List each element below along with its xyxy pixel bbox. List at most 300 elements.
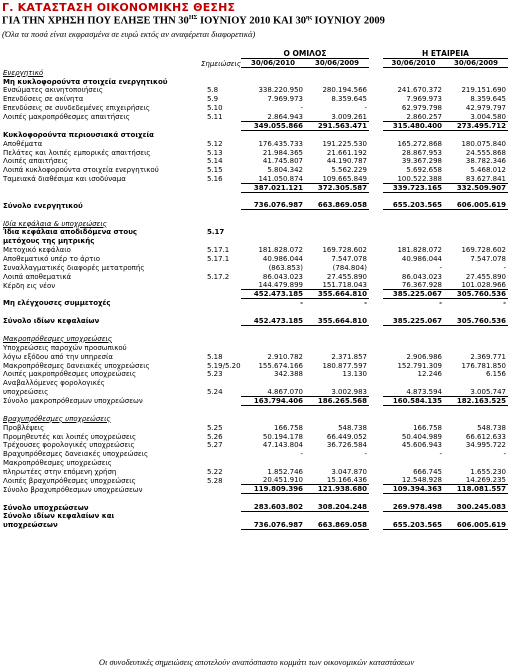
value-company-2009: 8.359.645 bbox=[470, 95, 507, 104]
value-company-2010: - bbox=[439, 450, 443, 459]
row-note-ref: 5.27 bbox=[207, 441, 223, 450]
value-group-2010: 50.194.178 bbox=[262, 432, 303, 441]
row-label: Βραχυπρόθεσμες υποχρεώσεις bbox=[3, 414, 111, 423]
row-note-ref bbox=[199, 77, 241, 86]
table-row bbox=[3, 423, 508, 432]
spacer-row bbox=[3, 325, 508, 334]
col-header-company-2010: 30/06/2010 bbox=[383, 59, 444, 68]
row-note-ref bbox=[199, 414, 241, 423]
row-note-ref bbox=[199, 343, 241, 352]
value-company-2010: 100.522.388 bbox=[397, 174, 443, 183]
row-label bbox=[3, 290, 199, 299]
value-company-2010: 12.548.928 bbox=[401, 476, 443, 485]
value-company-2010: 666.745 bbox=[413, 467, 443, 476]
value-company-2009 bbox=[444, 458, 508, 467]
row-label: Αποθεματικό υπέρ το άρτιο bbox=[3, 255, 100, 264]
value-group-2010: 21.984.365 bbox=[262, 148, 303, 157]
value-company-2010: 12.246 bbox=[417, 370, 443, 379]
value-company-2010 bbox=[383, 378, 444, 387]
row-note-ref: 5.11 bbox=[207, 113, 223, 122]
value-group-2010: 141.050.874 bbox=[258, 174, 303, 183]
table-row bbox=[3, 272, 508, 281]
row-label: Υποχρεώσεις παροχών προσωπικού bbox=[3, 343, 127, 352]
row-note-ref bbox=[199, 68, 241, 77]
table-row bbox=[3, 165, 508, 174]
table-row bbox=[3, 378, 508, 387]
value-company-2010 bbox=[383, 334, 444, 343]
value-group-2010 bbox=[241, 228, 305, 237]
group-header-row bbox=[3, 50, 508, 59]
row-note-ref: 5.18 bbox=[207, 352, 223, 361]
value-group-2010: 342.388 bbox=[274, 370, 303, 379]
row-label: Μετοχικό κεφάλαιο bbox=[3, 246, 71, 255]
value-group-2009: 3.009.261 bbox=[331, 112, 368, 121]
row-note-ref bbox=[199, 263, 241, 272]
row-note-ref bbox=[199, 316, 241, 325]
value-company-2009: - bbox=[503, 263, 507, 272]
value-company-2009 bbox=[444, 228, 508, 237]
value-company-2010: 45.606.943 bbox=[401, 441, 443, 450]
value-company-2009 bbox=[444, 378, 508, 387]
row-note-ref: 5.8 bbox=[207, 86, 219, 95]
financial-position-table bbox=[3, 50, 508, 530]
value-group-2010: 181.828.072 bbox=[258, 246, 303, 255]
value-company-2009: 6.156 bbox=[485, 370, 507, 379]
table-row bbox=[3, 449, 508, 458]
table-row bbox=[3, 441, 508, 450]
value-company-2009 bbox=[444, 68, 508, 77]
value-company-2009: 42.979.797 bbox=[465, 104, 507, 113]
row-note-ref bbox=[199, 512, 241, 521]
value-group-2010 bbox=[241, 343, 305, 352]
value-company-2010 bbox=[383, 236, 444, 245]
value-group-2009: 169.728.602 bbox=[322, 246, 368, 255]
row-label: Μακροπρόθεσμες υποχρεώσεις bbox=[3, 459, 112, 468]
value-group-2010: - bbox=[300, 104, 303, 113]
value-group-2010: 2.910.782 bbox=[267, 352, 303, 361]
value-company-2009: - bbox=[503, 299, 507, 308]
value-company-2010: 152.791.309 bbox=[397, 361, 443, 370]
value-group-2009: 191.225.530 bbox=[322, 139, 368, 148]
value-group-2010: 144.479.899 bbox=[258, 281, 303, 290]
value-group-2009: 355.664.810 bbox=[305, 290, 369, 299]
table-row bbox=[3, 263, 508, 272]
value-group-2010: 4.867.070 bbox=[267, 387, 303, 396]
value-group-2009: 15.166.436 bbox=[326, 476, 368, 485]
value-company-2009 bbox=[444, 236, 508, 245]
value-company-2009 bbox=[444, 77, 508, 86]
value-group-2009: 44.190.787 bbox=[326, 157, 368, 166]
row-label: Μη ελέγχουσες συμμετοχές bbox=[3, 299, 111, 308]
value-company-2009: - bbox=[503, 450, 507, 459]
value-group-2010: 155.674.166 bbox=[258, 361, 303, 370]
row-label: Σύνολο μακροπρόθεσμων υποχρεώσεων bbox=[3, 397, 143, 406]
value-group-2010 bbox=[241, 458, 305, 467]
value-company-2010: 655.203.565 bbox=[383, 201, 444, 210]
value-group-2009: 291.563.471 bbox=[305, 121, 369, 130]
value-group-2010 bbox=[241, 378, 305, 387]
value-group-2010: 47.143.804 bbox=[262, 441, 303, 450]
table-row bbox=[3, 148, 508, 157]
row-note-ref: 5.16 bbox=[207, 175, 223, 184]
row-label: Σύνολο ιδίων κεφαλαίων bbox=[3, 317, 100, 326]
value-company-2010 bbox=[383, 458, 444, 467]
value-group-2010: 86.043.023 bbox=[262, 272, 303, 281]
row-label: Σύνολο υποχρεώσεων bbox=[3, 503, 89, 512]
value-group-2010 bbox=[241, 219, 305, 228]
table-row bbox=[3, 387, 508, 396]
value-group-2010: 452.473.185 bbox=[241, 316, 305, 325]
value-company-2010 bbox=[383, 228, 444, 237]
row-note-ref: 5.23 bbox=[207, 370, 223, 379]
table-row bbox=[3, 236, 508, 245]
row-label: Λοιπές μακροπρόθεσμες υποχρεώσεις bbox=[3, 370, 137, 379]
table-row bbox=[3, 86, 508, 95]
row-note-ref bbox=[199, 378, 241, 387]
value-company-2009: 548.738 bbox=[477, 423, 507, 432]
value-company-2009: 273.495.712 bbox=[444, 121, 508, 130]
row-label: Ίδια κεφάλαια αποδιδόμενα στους bbox=[3, 228, 138, 237]
row-label: λόγω εξόδου από την υπηρεσία bbox=[3, 352, 113, 361]
value-group-2010: 2.864.943 bbox=[267, 112, 303, 121]
value-company-2010: 109.394.363 bbox=[383, 485, 444, 494]
value-company-2009: 118.081.557 bbox=[444, 485, 508, 494]
value-company-2009 bbox=[444, 219, 508, 228]
value-company-2009: 5.468.012 bbox=[470, 166, 507, 175]
value-group-2010: 1.852.746 bbox=[267, 467, 303, 476]
row-label bbox=[3, 121, 199, 130]
table-row bbox=[3, 281, 508, 290]
row-note-ref bbox=[199, 121, 241, 130]
subtitle-sup-1: ΗΣ bbox=[188, 15, 198, 21]
row-label: Λοιπές βραχυπρόθεσμες υποχρεώσεις bbox=[3, 476, 136, 485]
value-company-2009: 169.728.602 bbox=[461, 246, 507, 255]
value-company-2009: 7.547.078 bbox=[470, 255, 507, 264]
row-label: Ενεργητικό bbox=[3, 68, 44, 77]
row-label: πληρωτέες στην επόμενη χρήση bbox=[3, 467, 117, 476]
row-note-ref: 5.26 bbox=[207, 432, 223, 441]
value-group-2010 bbox=[241, 236, 305, 245]
table-row bbox=[3, 174, 508, 183]
value-group-2010 bbox=[241, 334, 305, 343]
row-note-ref: 5.12 bbox=[207, 139, 223, 148]
value-company-2009 bbox=[444, 414, 508, 423]
row-note-ref bbox=[199, 201, 241, 210]
value-company-2009: 332.509.907 bbox=[444, 183, 508, 192]
value-group-2010: 387.021.121 bbox=[241, 183, 305, 192]
table-row bbox=[3, 219, 508, 228]
group-header-company: Η ΕΤΑΙΡΕΙΑ bbox=[383, 50, 508, 59]
value-group-2009 bbox=[305, 77, 369, 86]
row-note-ref bbox=[199, 458, 241, 467]
value-company-2010: 339.723.165 bbox=[383, 183, 444, 192]
spacer-row bbox=[3, 210, 508, 219]
value-company-2009: 176.781.850 bbox=[461, 361, 507, 370]
value-group-2009 bbox=[305, 414, 369, 423]
row-note-ref: 5.25 bbox=[207, 423, 223, 432]
row-note-ref: 5.22 bbox=[207, 467, 223, 476]
table-row bbox=[3, 343, 508, 352]
row-note-ref bbox=[199, 449, 241, 458]
value-group-2009: 151.718.043 bbox=[322, 281, 368, 290]
value-company-2010: 181.828.072 bbox=[397, 246, 443, 255]
value-group-2009: 3.002.983 bbox=[331, 387, 368, 396]
col-header-notes: Σημειώσεις bbox=[201, 59, 241, 68]
value-group-2009: 2.371.857 bbox=[331, 352, 368, 361]
row-label: μετόχους της μητρικής bbox=[3, 237, 95, 246]
table-row bbox=[3, 254, 508, 263]
value-company-2010: 5.692.658 bbox=[406, 166, 443, 175]
row-note-ref bbox=[199, 503, 241, 512]
row-label: Προμηθευτές και λοιπές υποχρεώσεις bbox=[3, 432, 137, 441]
value-company-2010 bbox=[383, 512, 444, 521]
value-group-2009: 121.938.680 bbox=[305, 485, 369, 494]
value-company-2009 bbox=[444, 130, 508, 139]
row-label: Κέρδη εις νέον bbox=[3, 281, 56, 290]
value-company-2009: 34.995.722 bbox=[465, 441, 507, 450]
value-company-2009: 180.075.840 bbox=[461, 139, 507, 148]
value-company-2009: 300.245.083 bbox=[444, 503, 508, 512]
value-group-2009: 180.877.597 bbox=[322, 361, 368, 370]
row-label: Λοιπά κυκλοφορούντα στοιχεία ενεργητικού bbox=[3, 166, 159, 175]
row-label: Μακροπρόθεσμες δανειακές υποχρεώσεις bbox=[3, 361, 150, 370]
value-company-2009: 83.627.841 bbox=[465, 174, 507, 183]
value-company-2010: 2.860.257 bbox=[406, 112, 443, 121]
value-company-2009: 1.655.230 bbox=[470, 467, 507, 476]
value-company-2009: 14.269.235 bbox=[465, 476, 507, 485]
row-label: Λοιπές απαιτήσεις bbox=[3, 157, 68, 166]
row-label: Προβλέψεις bbox=[3, 423, 45, 432]
value-group-2010 bbox=[241, 414, 305, 423]
value-company-2010 bbox=[383, 219, 444, 228]
row-note-ref: 5.19/5.20 bbox=[207, 361, 241, 370]
row-note-ref bbox=[199, 183, 241, 192]
value-company-2010: 385.225.067 bbox=[383, 316, 444, 325]
col-header-group-2009: 30/06/2009 bbox=[305, 59, 369, 68]
value-group-2009 bbox=[305, 512, 369, 521]
value-group-2010: 176.435.733 bbox=[258, 139, 303, 148]
page-title: Γ. ΚΑΤΑΣΤΑΣΗ ΟΙΚΟΝΟΜΙΚΗΣ ΘΕΣΗΣ bbox=[2, 1, 236, 14]
value-company-2010: 160.584.135 bbox=[383, 396, 444, 405]
value-company-2009: 24.555.868 bbox=[465, 148, 507, 157]
value-company-2009: 3.005.747 bbox=[470, 387, 507, 396]
row-label: Ταμειακά διαθέσιμα και ισοδύναμα bbox=[3, 175, 126, 184]
value-group-2009 bbox=[305, 228, 369, 237]
table-row bbox=[3, 503, 508, 512]
value-group-2009: 21.661.192 bbox=[326, 148, 368, 157]
currency-note: (Όλα τα ποσά είναι εκφρασμένα σε ευρώ εκτός αν αναφέρεται διαφορετικά) bbox=[2, 29, 256, 39]
value-company-2009: 182.163.525 bbox=[444, 396, 508, 405]
value-group-2009 bbox=[305, 458, 369, 467]
value-company-2010: - bbox=[439, 299, 443, 308]
value-group-2010 bbox=[241, 68, 305, 77]
row-label: Σύνολο βραχυπρόθεσμων υποχρεώσεων bbox=[3, 485, 143, 494]
row-note-ref bbox=[199, 520, 241, 529]
row-note-ref: 5.15 bbox=[207, 166, 223, 175]
table-row bbox=[3, 94, 508, 103]
row-label: Τρέχουσες φορολογικές υποχρεώσεις bbox=[3, 441, 135, 450]
value-company-2009: 219.151.690 bbox=[461, 86, 507, 95]
row-label: Επενδύσεις σε ακίνητα bbox=[3, 95, 84, 104]
row-label: υποχρεώσεις bbox=[3, 388, 49, 397]
value-group-2010: (863.853) bbox=[268, 263, 303, 272]
table-row bbox=[3, 432, 508, 441]
table-row bbox=[3, 476, 508, 485]
value-group-2010: 736.076.987 bbox=[241, 520, 305, 529]
value-group-2010: 736.076.987 bbox=[241, 201, 305, 210]
row-label: Αποθέματα bbox=[3, 139, 43, 148]
table-row bbox=[3, 103, 508, 112]
value-group-2010: 119.809.396 bbox=[241, 485, 305, 494]
table-row bbox=[3, 396, 508, 405]
value-group-2009 bbox=[305, 378, 369, 387]
value-group-2009: 372.305.587 bbox=[305, 183, 369, 192]
table-row bbox=[3, 157, 508, 166]
value-group-2009: 280.194.566 bbox=[322, 86, 368, 95]
value-group-2009: - bbox=[364, 104, 368, 113]
value-group-2009 bbox=[305, 219, 369, 228]
table-row bbox=[3, 485, 508, 494]
value-company-2010: 315.480.400 bbox=[383, 121, 444, 130]
col-header-group-2010: 30/06/2010 bbox=[241, 59, 305, 68]
table-row bbox=[3, 520, 508, 529]
value-group-2010 bbox=[241, 130, 305, 139]
row-label: Μη κυκλοφορούντα στοιχεία ενεργητικού bbox=[3, 77, 168, 86]
row-label: Συναλλαγματικές διαφορές μετατροπής bbox=[3, 263, 145, 272]
table-row bbox=[3, 334, 508, 343]
row-note-ref: 5.10 bbox=[207, 104, 223, 113]
table-row bbox=[3, 112, 508, 121]
row-note-ref: 5.17.2 bbox=[207, 272, 230, 281]
row-note-ref bbox=[199, 281, 241, 290]
value-group-2009: 66.449.052 bbox=[326, 432, 368, 441]
value-group-2009: 109.665.849 bbox=[322, 174, 368, 183]
period-subtitle bbox=[2, 15, 385, 27]
value-group-2010: 338.220.950 bbox=[258, 86, 303, 95]
value-company-2010 bbox=[383, 77, 444, 86]
row-note-ref: 5.17 bbox=[207, 228, 225, 237]
subtitle-text-1: ΓΙΑ ΤΗΝ ΧΡΗΣΗ ΠΟΥ ΕΛΗΞΕ ΤΗΝ 30 bbox=[2, 15, 189, 27]
table-row bbox=[3, 183, 508, 192]
row-note-ref: 5.24 bbox=[207, 388, 223, 397]
value-company-2009: 606.005.619 bbox=[444, 520, 508, 529]
value-group-2009: 36.726.584 bbox=[326, 441, 368, 450]
row-label: Αναβαλλόμενες φορολογικές bbox=[3, 379, 105, 388]
row-label: Σύνολο ιδίων κεφαλαίων και bbox=[3, 512, 115, 521]
value-company-2009: 606.005.619 bbox=[444, 201, 508, 210]
value-company-2009: 27.455.890 bbox=[465, 272, 507, 281]
row-note-ref bbox=[199, 236, 241, 245]
value-company-2009: 3.004.580 bbox=[470, 112, 507, 121]
row-note-ref bbox=[199, 299, 241, 308]
value-group-2010: 40.986.044 bbox=[262, 255, 303, 264]
subtitle-text-3: ΙΟΥΝΙΟΥ 2009 bbox=[311, 15, 385, 27]
value-group-2009 bbox=[305, 343, 369, 352]
row-label: Βραχυπρόθεσμες δανειακές υποχρεώσεις bbox=[3, 450, 149, 459]
value-group-2009 bbox=[305, 334, 369, 343]
value-group-2009: 548.738 bbox=[338, 423, 368, 432]
value-company-2009 bbox=[444, 512, 508, 521]
value-group-2010 bbox=[241, 77, 305, 86]
value-group-2009: 27.455.890 bbox=[326, 272, 368, 281]
value-company-2010: 269.978.498 bbox=[383, 503, 444, 512]
value-group-2010 bbox=[241, 512, 305, 521]
row-note-ref: 5.28 bbox=[207, 476, 223, 485]
value-company-2010: 4.873.594 bbox=[406, 387, 443, 396]
value-group-2009: 5.562.229 bbox=[331, 166, 368, 175]
value-company-2009 bbox=[444, 343, 508, 352]
value-group-2009: - bbox=[364, 299, 368, 308]
table-row bbox=[3, 290, 508, 299]
table-row bbox=[3, 228, 508, 237]
table-row bbox=[3, 201, 508, 210]
row-note-ref bbox=[199, 130, 241, 139]
group-header-group: Ο ΟΜΙΛΟΣ bbox=[241, 50, 369, 59]
value-group-2009 bbox=[305, 236, 369, 245]
value-group-2010: - bbox=[300, 299, 303, 308]
value-company-2009 bbox=[444, 334, 508, 343]
table-row bbox=[3, 467, 508, 476]
value-company-2010: 7.969.973 bbox=[406, 95, 443, 104]
row-label: Πελάτες και λοιπές εμπορικές απαιτήσεις bbox=[3, 148, 151, 157]
table-row bbox=[3, 414, 508, 423]
value-company-2010: 40.986.044 bbox=[401, 255, 443, 264]
value-group-2010: 20.451.910 bbox=[262, 476, 303, 485]
value-company-2010: 385.225.067 bbox=[383, 290, 444, 299]
spacer-row bbox=[3, 405, 508, 414]
row-label: Κυκλοφορούντα περιουσιακά στοιχεία bbox=[3, 130, 154, 139]
table-row bbox=[3, 512, 508, 521]
row-note-ref: 5.13 bbox=[207, 148, 223, 157]
value-company-2010: 655.203.565 bbox=[383, 520, 444, 529]
value-group-2009: 663.869.058 bbox=[305, 520, 369, 529]
value-group-2010: 349.055.866 bbox=[241, 121, 305, 130]
table-row bbox=[3, 352, 508, 361]
value-company-2010 bbox=[383, 414, 444, 423]
table-row bbox=[3, 458, 508, 467]
value-company-2009: 66.612.633 bbox=[465, 432, 507, 441]
value-group-2010: 7.969.973 bbox=[267, 95, 303, 104]
table-row bbox=[3, 121, 508, 130]
table-row bbox=[3, 68, 508, 77]
table-row bbox=[3, 370, 508, 379]
subtitle-sup-2: ης bbox=[305, 15, 312, 21]
row-label: Μακροπρόθεσμες υποχρεώσεις bbox=[3, 334, 112, 343]
row-note-ref bbox=[199, 334, 241, 343]
table-body bbox=[3, 68, 508, 529]
row-label bbox=[3, 183, 199, 192]
value-company-2009: 2.369.771 bbox=[470, 352, 507, 361]
row-label: Ιδία κεφάλαια & υποχρεώσεις bbox=[3, 219, 107, 228]
value-group-2010: - bbox=[300, 450, 303, 459]
spacer-row bbox=[3, 192, 508, 201]
table-row bbox=[3, 139, 508, 148]
row-label: Επενδύσεις σε συνδεδεμένες επιχειρήσεις bbox=[3, 104, 150, 113]
value-company-2010: 28.867.953 bbox=[401, 148, 443, 157]
value-company-2010: 241.670.372 bbox=[397, 86, 443, 95]
value-group-2009: 663.869.058 bbox=[305, 201, 369, 210]
row-note-ref: 5.17.1 bbox=[207, 255, 230, 264]
value-group-2009: 186.265.568 bbox=[305, 396, 369, 405]
value-group-2009: 355.664.810 bbox=[305, 316, 369, 325]
value-company-2010: 86.043.023 bbox=[401, 272, 443, 281]
table-row bbox=[3, 299, 508, 308]
value-group-2009: (784.804) bbox=[332, 263, 368, 272]
value-company-2009: 305.760.536 bbox=[444, 316, 508, 325]
value-company-2010: 62.979.798 bbox=[401, 104, 443, 113]
value-company-2009: 101.028.966 bbox=[461, 281, 507, 290]
row-note-ref bbox=[199, 396, 241, 405]
